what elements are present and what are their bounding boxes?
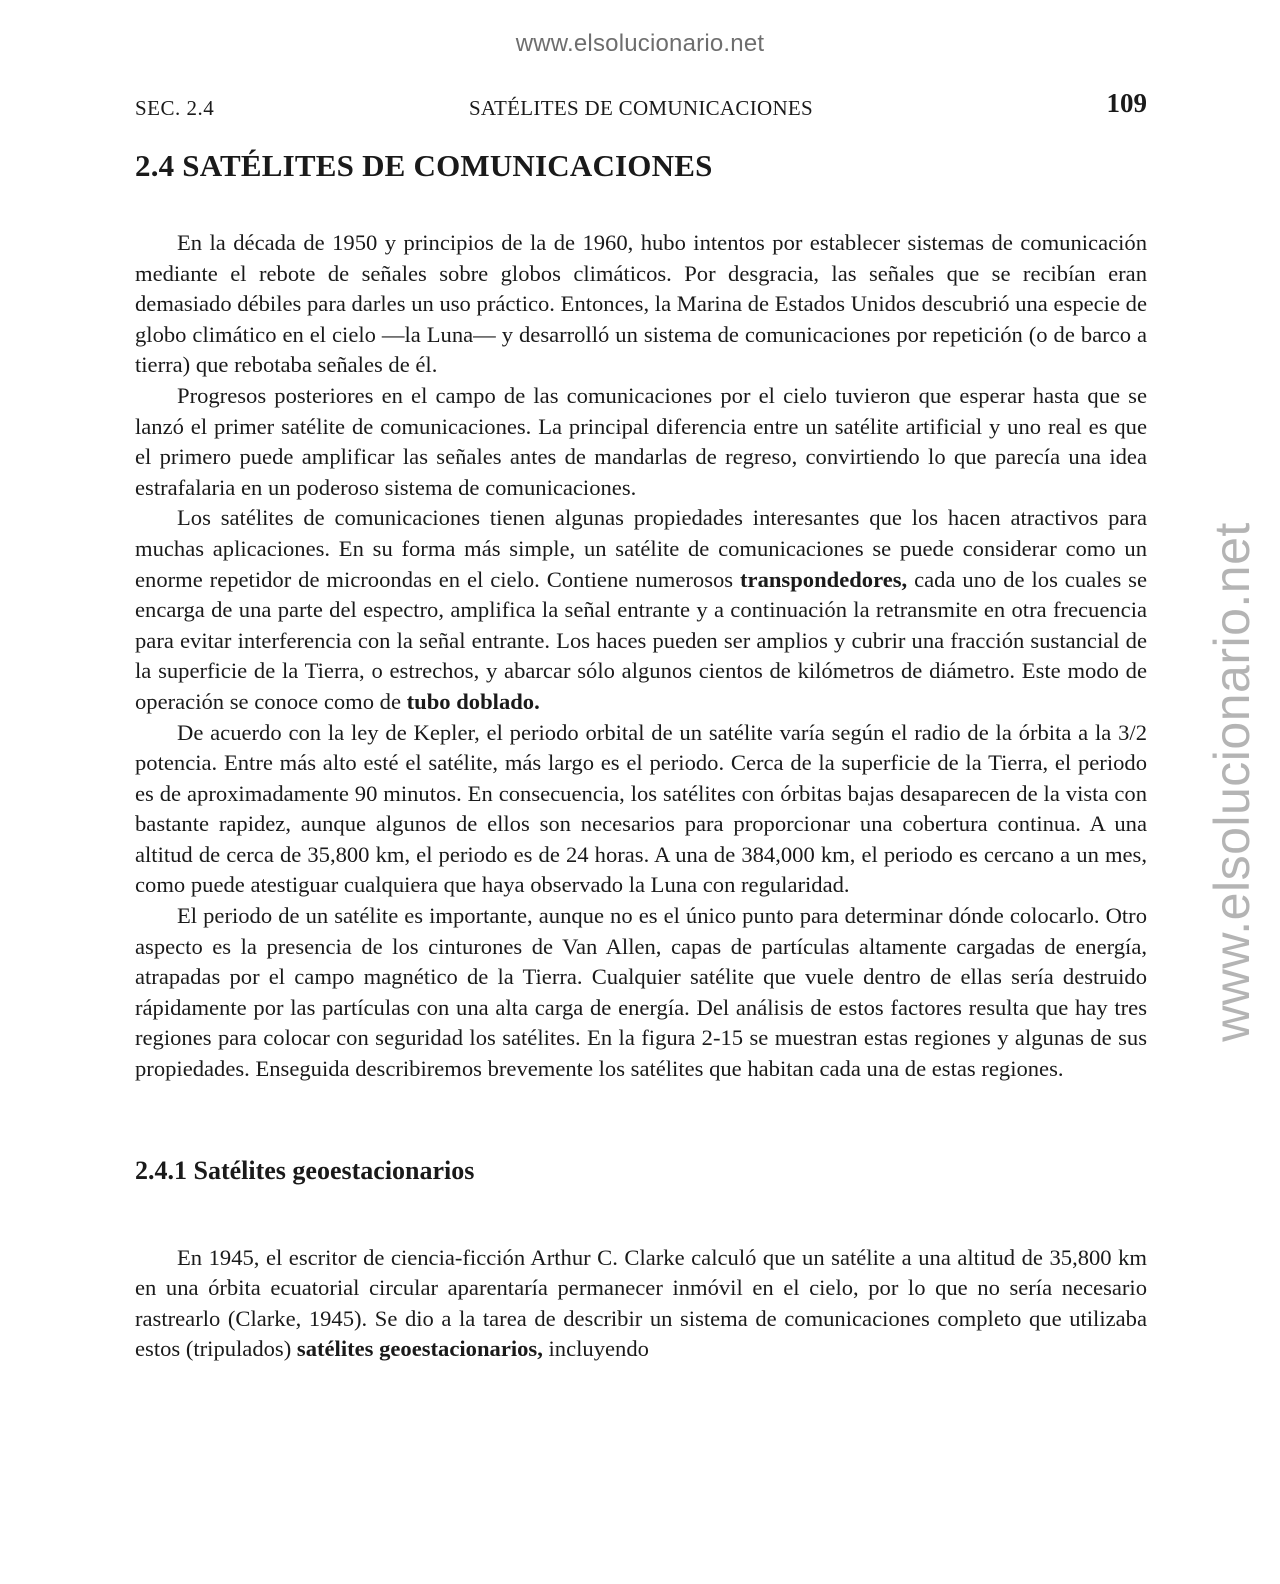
paragraph-text: incluyendo (542, 1336, 649, 1362)
page-content (135, 146, 1147, 1365)
watermark-side: www.elsolucionario.net (1204, 522, 1260, 1042)
paragraph: Progresos posteriores en el campo de las comunicaciones por el cielo tuvieron que esperar hasta que se lanzó el primer satélite de comunicaciones. La principal diferencia entre un satélite artificial y uno real es que el primero puede amplificar las señales antes de mandarlas de regreso, convirtiendo lo que parecía una idea estrafalaria en un poderoso sistema de comunicaciones. (135, 382, 1147, 500)
running-title: SATÉLITES DE COMUNICACIONES (468, 96, 814, 120)
paragraph-text: Los satélites de comunicaciones tienen algunas propiedades interesantes que los hacen atractivos para muchas aplicaciones. En su forma más simple, un satélite de comunicaciones se puede considerar como un enorme repetidor de microondas en el cielo. Contiene numerosos (135, 505, 1147, 592)
section-reference: SEC. 2.4 (135, 96, 215, 120)
paragraph: El periodo de un satélite es importante, aunque no es el único punto para determinar dónde colocarlo. Otro aspecto es la presencia de los cinturones de Van Allen, capas de partículas altamente cargadas de energía, atrapadas por el campo magnético de la Tierra. Cualquier satélite que vuele dentro de ellas sería destruido rápidamente por las partículas con una alta carga de energía. Del análisis de estos factores resulta que hay tres regiones para colocar con seguridad los satélites. En la figura 2-15 se muestran estas regiones y algunas de sus propiedades. Enseguida describiremos brevemente los satélites que habitan cada una de estas regiones. (135, 903, 1147, 1082)
bold-term-geoestacionarios: satélites geoestacionarios, (296, 1336, 543, 1362)
section-body (135, 228, 1147, 1085)
page-number: 109 (1106, 88, 1147, 118)
section-title: 2.4 SATÉLITES DE COMUNICACIONES (135, 148, 713, 183)
paragraph (135, 503, 1147, 717)
bold-term-tubo-doblado: tubo doblado. (406, 688, 540, 714)
running-header (135, 88, 1147, 124)
subsection-body (135, 1243, 1147, 1365)
paragraph-text: En 1945, el escritor de ciencia-ficción Arthur C. Clarke calculó que un satélite a una altitud de 35,800 km en una órbita ecuatorial circular aparentaría permanecer inmóvil en el cielo, por lo que no sería necesario rastrearlo (Clarke, 1945). Se dio a la tarea de describir un sistema de comunicaciones completo que utilizaba estos (tripulados) (135, 1244, 1147, 1362)
bold-term-transpondedores: transpondedores, (740, 566, 908, 592)
paragraph: De acuerdo con la ley de Kepler, el periodo orbital de un satélite varía según el radio de la órbita a la 3/2 potencia. Entre más alto esté el satélite, más largo es el periodo. Cerca de la superficie de la Tierra, el periodo es de aproximadamente 90 minutos. En consecuencia, los satélites con órbitas bajas desaparecen de la vista con bastante rapidez, aunque algunos de ellos son necesarios para proporcionar una cobertura continua. A una altitud de cerca de 35,800 km, el periodo es de 24 horas. A una de 384,000 km, el periodo es cercano a un mes, como puede atestiguar cualquiera que haya observado la Luna con regularidad. (135, 719, 1147, 898)
paragraph-text: cada uno de los cuales se encarga de una parte del espectro, amplifica la señal entrante y a continuación la retransmite en otra frecuencia para evitar interferencia con la señal entrante. Los haces pueden ser amplios y cubrir una fracción sustancial de la superficie de la Tierra, o estrechos, y abarcar sólo algunos cientos de kilómetros de diámetro. Este modo de operación se conoce como de (135, 566, 1147, 714)
watermark-top: www.elsolucionario.net (515, 30, 765, 57)
subsection-title: 2.4.1 Satélites geoestacionarios (135, 1155, 475, 1185)
paragraph: En la década de 1950 y principios de la de 1960, hubo intentos por establecer sistemas de comunicación mediante el rebote de señales sobre globos climáticos. Por desgracia, las señales que se recibían eran demasiado débiles para darles un uso práctico. Entonces, la Marina de Estados Unidos descubrió una especie de globo climático en el cielo —la Luna— y desarrolló un sistema de comunicaciones por repetición (o de barco a tierra) que rebotaba señales de él. (135, 230, 1147, 378)
paragraph (135, 1243, 1147, 1365)
